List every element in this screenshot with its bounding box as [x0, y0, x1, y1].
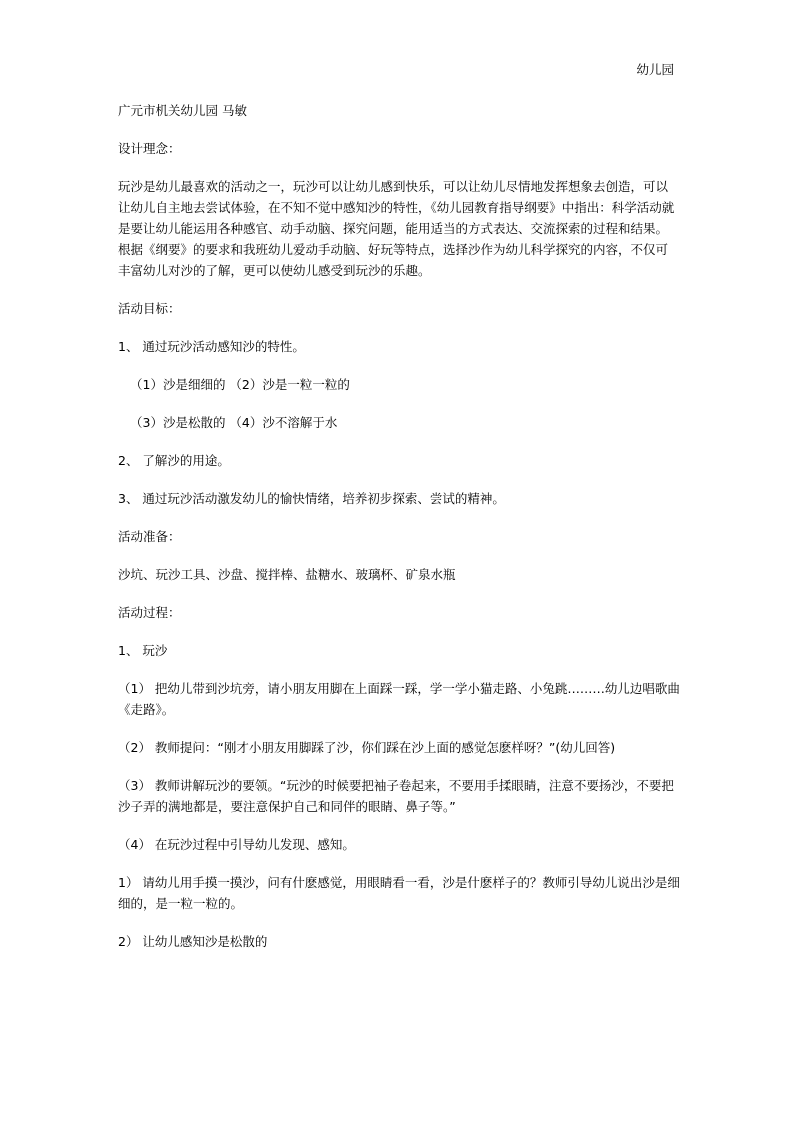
- design-paragraph: 玩沙是幼儿最喜欢的活动之一，玩沙可以让幼儿感到快乐，可以让幼儿尽情地发挥想象去创造，可以让幼儿自主地去尝试体验，在不知不觉中感知沙的特性，《幼儿园教育指导纲要》中指出：科学活动就是要让幼儿能运用各种感官、动手动脑、探究问题，能用适当的方式表达、交流探索的过程和结果。根据《纲要》的要求和我班幼儿爱动手动脑、好玩等特点，选择沙作为幼儿科学探究的内容，不仅可丰富幼儿对沙的了解，更可以使幼儿感受到玩沙的乐趣。: [118, 179, 675, 278]
- prep-heading: 活动准备：: [118, 529, 181, 544]
- page-header: 幼儿园: [636, 62, 674, 77]
- goal-1-sub-1: （1）沙是细细的 （2）沙是一粒一粒的: [130, 377, 350, 392]
- author-line: 广元市机关幼儿园 马敏: [118, 103, 247, 118]
- step-1-4: （4） 在玩沙过程中引导幼儿发现、感知。: [118, 837, 355, 852]
- design-heading: 设计理念：: [118, 141, 181, 156]
- step-1-4-1: 1） 请幼儿用手摸一摸沙，问有什麽感觉，用眼睛看一看，沙是什麽样子的？教师引导幼儿说出沙是细细的，是一粒一粒的。: [118, 875, 680, 911]
- step-1: 1、 玩沙: [118, 643, 168, 658]
- process-heading: 活动过程：: [118, 605, 181, 620]
- prep-items: 沙坑、玩沙工具、沙盘、搅拌棒、盐糖水、玻璃杯、矿泉水瓶: [118, 567, 456, 582]
- step-1-4-2: 2） 让幼儿感知沙是松散的: [118, 934, 268, 949]
- goals-heading: 活动目标：: [118, 301, 181, 316]
- step-1-2: （2） 教师提问：“刚才小朋友用脚踩了沙，你们踩在沙上面的感觉怎麽样呀？”(幼儿回答): [118, 740, 616, 755]
- goal-2: 2、 了解沙的用途。: [118, 453, 230, 468]
- step-1-1: （1） 把幼儿带到沙坑旁，请小朋友用脚在上面踩一踩，学一学小猫走路、小兔跳………幼儿边唱歌曲《走路》。: [118, 681, 680, 717]
- goal-3: 3、 通过玩沙活动激发幼儿的愉快情绪，培养初步探索、尝试的精神。: [118, 491, 505, 506]
- goal-1: 1、 通过玩沙活动感知沙的特性。: [118, 339, 305, 354]
- document-body: [118, 100, 680, 952]
- step-1-3: （3） 教师讲解玩沙的要领。“玩沙的时候要把袖子卷起来，不要用手揉眼睛，注意不要扬沙，不要把沙子弄的满地都是，要注意保护自己和同伴的眼睛、鼻子等。”: [118, 778, 674, 814]
- goal-1-sub-2: （3）沙是松散的 （4）沙不溶解于水: [130, 415, 338, 430]
